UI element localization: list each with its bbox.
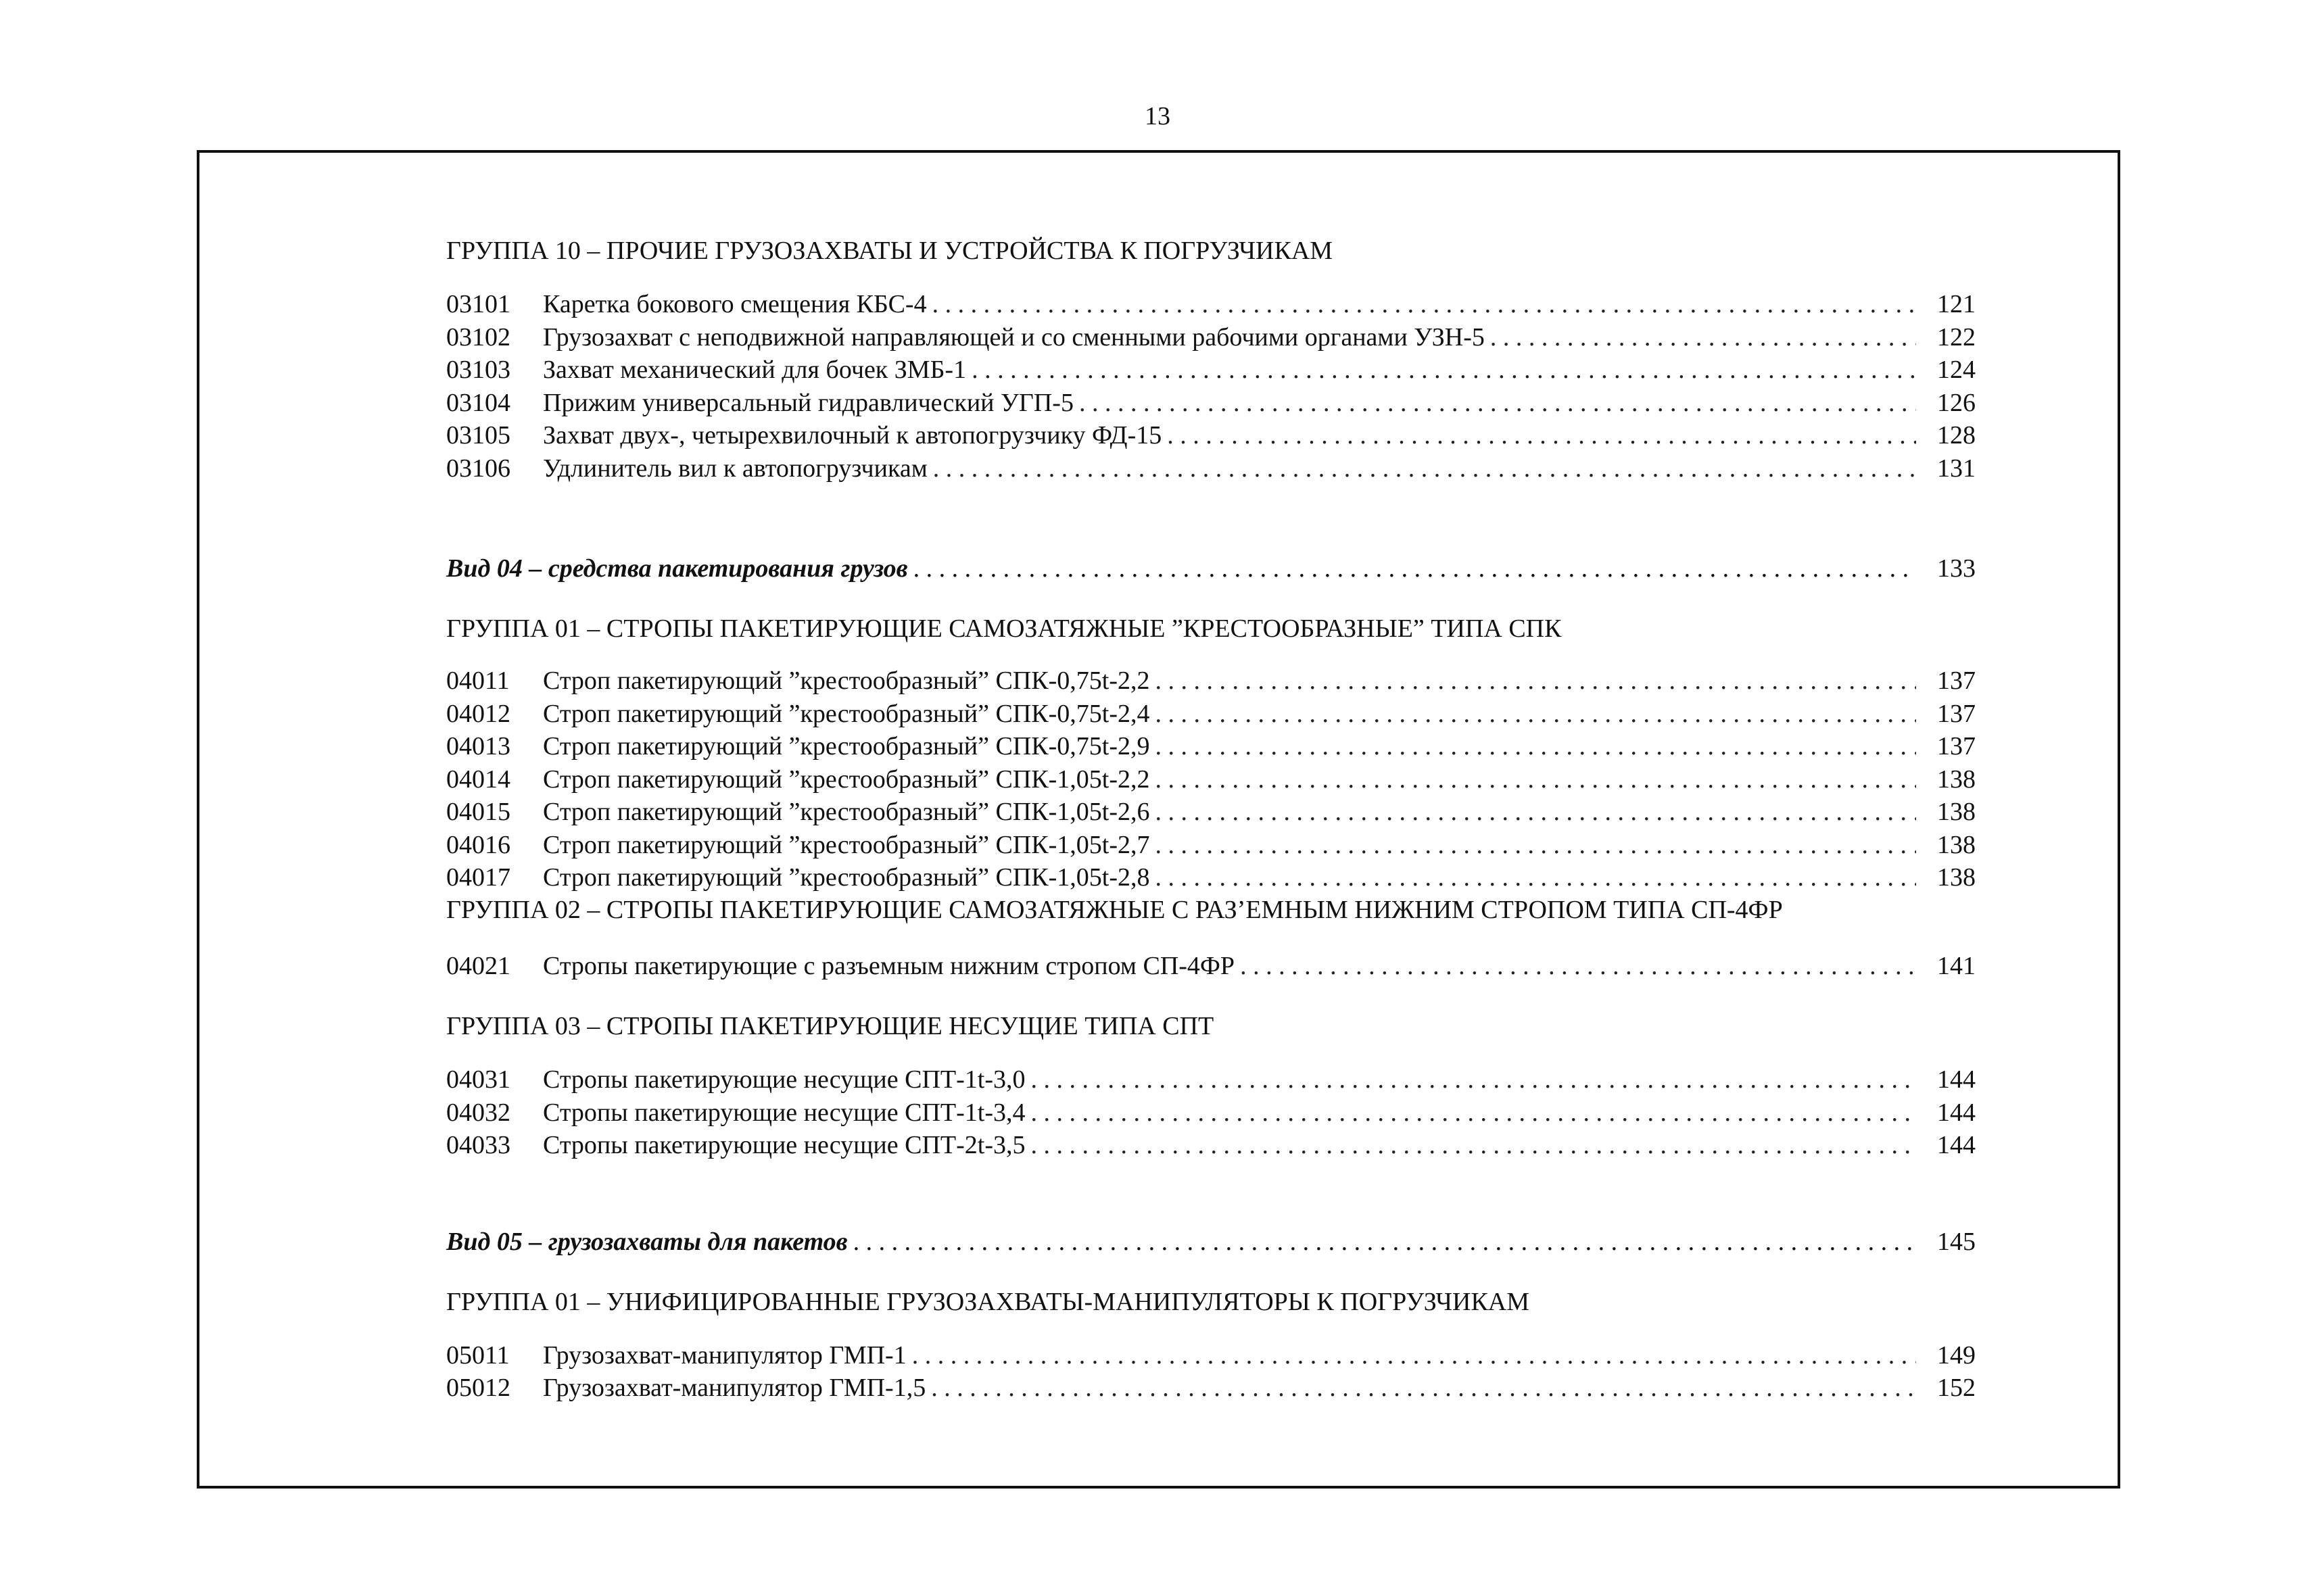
entry-title: Строп пакетирующий ”крестообразный” СПК-1,05t-2,8 [543, 863, 1150, 892]
dot-leader [933, 452, 1916, 485]
entry-page: 138 [1937, 863, 1976, 892]
entry-code: 04013 [446, 732, 510, 760]
toc-entry[interactable] [446, 730, 1976, 763]
dot-leader [1155, 861, 1917, 894]
dot-leader [1240, 950, 1916, 983]
entry-page: 121 [1937, 290, 1976, 318]
entry-code: 03102 [446, 322, 510, 352]
entry-page: 138 [1937, 798, 1976, 826]
entry-code: 03104 [446, 388, 510, 417]
entry-title: Захват механический для бочек ЗМБ-1 [543, 356, 967, 384]
dot-leader [1031, 1096, 1916, 1130]
group-02-section [446, 894, 1976, 983]
entry-code: 03103 [446, 356, 510, 384]
toc-entry[interactable] [446, 1372, 1976, 1405]
entry-title: Строп пакетирующий ”крестообразный” СПК-1,05t-2,7 [543, 830, 1150, 859]
entry-code: 04016 [446, 830, 510, 859]
dot-leader [1490, 321, 1916, 354]
group-heading: ГРУППА 03 – СТРОПЫ ПАКЕТИРУЮЩИЕ НЕСУЩИЕ ТИПА СПТ [446, 1012, 1214, 1040]
table-of-contents [446, 235, 1976, 1405]
dot-leader [913, 552, 1916, 585]
entry-title: Грузозахват-манипулятор ГМП-1,5 [543, 1374, 926, 1402]
entry-page: 126 [1937, 388, 1976, 417]
entry-title: Строп пакетирующий ”крестообразный” СПК-1,05t-2,6 [543, 798, 1150, 826]
entry-code: 03101 [446, 290, 510, 318]
entry-page: 144 [1937, 1131, 1976, 1159]
entry-title: Грузозахват с неподвижной направляющей и со сменными рабочими органами УЗН-5 [543, 322, 1485, 352]
entry-title: Каретка бокового смещения КБС-4 [543, 290, 927, 318]
entry-page: 138 [1937, 765, 1976, 794]
view-page: 133 [1937, 554, 1976, 583]
group-heading: ГРУППА 01 – УНИФИЦИРОВАННЫЕ ГРУЗОЗАХВАТЫ-МАНИПУЛЯТОРЫ К ПОГРУЗЧИКАМ [446, 1287, 1530, 1316]
toc-entry[interactable] [446, 1129, 1976, 1162]
toc-entry[interactable] [446, 288, 1976, 321]
entry-title: Стропы пакетирующие несущие СПТ-2t-3,5 [543, 1131, 1026, 1159]
dot-leader [972, 354, 1916, 387]
dot-leader [1167, 419, 1916, 452]
entry-code: 05011 [446, 1340, 510, 1370]
dot-leader [1155, 829, 1917, 862]
entry-title: Стропы пакетирующие с разъемным нижним стропом СП-4ФР [543, 951, 1235, 980]
toc-entry[interactable] [446, 1096, 1976, 1130]
entry-page: 137 [1937, 732, 1976, 760]
dot-leader [1155, 664, 1917, 698]
view-05-entry[interactable] [446, 1226, 1976, 1258]
entry-code: 04012 [446, 699, 510, 728]
entry-page: 128 [1937, 421, 1976, 450]
entry-page: 144 [1937, 1065, 1976, 1094]
entry-page: 137 [1937, 699, 1976, 728]
dot-leader [1031, 1063, 1916, 1096]
entry-code: 03106 [446, 454, 510, 483]
group-heading: ГРУППА 10 – ПРОЧИЕ ГРУЗОЗАХВАТЫ И УСТРОЙСТВА К ПОГРУЗЧИКАМ [446, 237, 1333, 265]
toc-entry[interactable] [446, 664, 1976, 698]
toc-entry[interactable] [446, 698, 1976, 731]
entry-title: Строп пакетирующий ”крестообразный” СПК-0,75t-2,9 [543, 732, 1150, 760]
toc-entry[interactable] [446, 796, 1976, 829]
entry-code: 04014 [446, 765, 510, 794]
toc-entry[interactable] [446, 763, 1976, 796]
dot-leader [853, 1226, 1916, 1258]
entry-code: 04032 [446, 1098, 510, 1127]
dot-leader [1155, 730, 1917, 763]
entry-page: 138 [1937, 830, 1976, 859]
entry-title: Удлинитель вил к автопогрузчикам [543, 454, 928, 483]
entry-title: Стропы пакетирующие несущие СПТ-1t-3,0 [543, 1065, 1026, 1094]
page-number: 13 [1145, 102, 1170, 130]
toc-entry[interactable] [446, 1339, 1976, 1372]
entry-code: 05012 [446, 1374, 510, 1402]
entry-code: 04033 [446, 1131, 510, 1159]
dot-leader [1155, 796, 1917, 829]
group-10-section [446, 235, 1976, 485]
group-01-gmp-section [446, 1286, 1976, 1405]
entry-code: 04031 [446, 1065, 510, 1094]
view-04-entry[interactable] [446, 552, 1976, 585]
dot-leader [1031, 1129, 1916, 1162]
entry-page: 124 [1937, 356, 1976, 384]
dot-leader [1155, 763, 1917, 796]
dot-leader [931, 1372, 1916, 1405]
entry-page: 131 [1937, 454, 1976, 483]
entry-title: Захват двух-, четырехвилочный к автопогрузчику ФД-15 [543, 421, 1162, 450]
dot-leader [1155, 698, 1917, 731]
entry-code: 04011 [446, 667, 510, 695]
entry-page: 149 [1937, 1340, 1976, 1370]
entry-title: Грузозахват-манипулятор ГМП-1 [543, 1340, 907, 1370]
group-01-spk-section [446, 613, 1976, 894]
toc-entry[interactable] [446, 419, 1976, 452]
entry-code: 04017 [446, 863, 510, 892]
entry-page: 137 [1937, 667, 1976, 695]
entry-title: Стропы пакетирующие несущие СПТ-1t-3,4 [543, 1098, 1026, 1127]
group-03-section [446, 1011, 1976, 1162]
toc-entry[interactable] [446, 321, 1976, 354]
entry-code: 03105 [446, 421, 510, 450]
entry-page: 144 [1937, 1098, 1976, 1127]
group-heading: ГРУППА 01 – СТРОПЫ ПАКЕТИРУЮЩИЕ САМОЗАТЯЖНЫЕ ”КРЕСТООБРАЗНЫЕ” ТИПА СПК [446, 614, 1562, 643]
entry-title: Прижим универсальный гидравлический УГП-5 [543, 388, 1074, 417]
toc-entry[interactable] [446, 354, 1976, 387]
entry-title: Строп пакетирующий ”крестообразный” СПК-1,05t-2,2 [543, 765, 1150, 794]
view-title: Вид 04 – средства пакетирования грузов [446, 554, 908, 583]
toc-entry[interactable] [446, 950, 1976, 983]
view-page: 145 [1937, 1227, 1976, 1256]
view-title: Вид 05 – грузозахваты для пакетов [446, 1227, 848, 1256]
entry-code: 04021 [446, 951, 510, 980]
dot-leader [1079, 387, 1916, 420]
entry-title: Строп пакетирующий ”крестообразный” СПК-0,75t-2,2 [543, 667, 1150, 695]
toc-entry[interactable] [446, 829, 1976, 862]
entry-title: Строп пакетирующий ”крестообразный” СПК-0,75t-2,4 [543, 699, 1150, 728]
entry-page: 122 [1937, 322, 1976, 352]
dot-leader [912, 1339, 1916, 1372]
entry-page: 152 [1937, 1374, 1976, 1402]
toc-entry[interactable] [446, 387, 1976, 420]
entry-code: 04015 [446, 798, 510, 826]
contents-frame [197, 150, 2120, 1489]
toc-entry[interactable] [446, 452, 1976, 485]
toc-entry[interactable] [446, 861, 1976, 894]
toc-entry[interactable] [446, 1063, 1976, 1096]
entry-page: 141 [1937, 951, 1976, 980]
dot-leader [932, 288, 1916, 321]
group-heading: ГРУППА 02 – СТРОПЫ ПАКЕТИРУЮЩИЕ САМОЗАТЯЖНЫЕ С РАЗ’ЕМНЫМ НИЖНИМ СТРОПОМ ТИПА СП-4ФР [446, 895, 1783, 924]
